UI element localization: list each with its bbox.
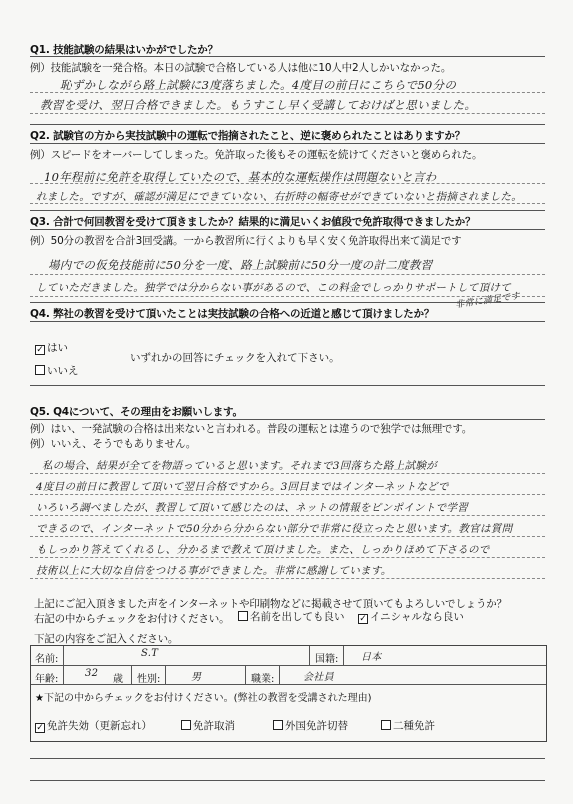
q5-answer-line-3: いろいろ調べましたが、教習して頂いて感じたのは、ネットの情報をピンポイントで学習 <box>36 502 468 514</box>
age-label: 年齢: <box>35 674 59 685</box>
q3-question: Q3. 合計で何回教習を受けて頂きましたか？結果的に満足いくお値段で免許取得できましたか？ <box>30 216 476 228</box>
job-label: 職業: <box>251 674 275 685</box>
ruled-line <box>30 183 545 184</box>
ruled-line <box>30 92 545 93</box>
divider <box>30 758 545 759</box>
divider <box>30 143 545 144</box>
q5-example-yes: 例）はい、一発試験の合格は出来ないと言われる。普段の運転とは違うので独学では無理です。 <box>30 423 473 435</box>
q1-answer-line-2: 教習を受け、翌日合格できました。もうすこし早く受講しておけばと思いました。 <box>40 98 477 112</box>
q2-example: 例）スピードをオーバーしてしまった。免許取った後もその運転を続けてくださいと褒められた。 <box>30 149 483 161</box>
name-label: 名前: <box>35 654 59 665</box>
row-border <box>31 684 546 685</box>
ruled-line <box>30 578 545 579</box>
q5-example-no: 例）いいえ、そうでもありません。 <box>30 438 197 450</box>
divider <box>30 385 545 386</box>
q4-option-yes-label: はい <box>47 342 68 354</box>
ruled-line <box>30 274 545 275</box>
cell-border <box>63 665 64 684</box>
q4-question: Q4. 弊社の教習を受けて頂いたことは実技試験の合格への近道と感じて頂けましたか？ <box>30 308 435 320</box>
ruled-line <box>30 557 545 558</box>
divider <box>30 321 545 322</box>
checkbox[interactable] <box>273 720 283 730</box>
checkbox[interactable] <box>35 365 45 375</box>
q3-answer-line-2: していただきました。独学では分からない事があるので、この料金でしっかりサポートして頂けて <box>36 282 511 294</box>
divider <box>30 124 545 125</box>
checkbox[interactable] <box>238 611 248 621</box>
divider <box>30 780 545 781</box>
q2-answer-line-1: 10年程前に免許を取得していたので、基本的な運転操作は問題ないと言わ <box>44 170 437 184</box>
cell-border <box>245 665 246 684</box>
info-table <box>30 645 547 742</box>
age-value[interactable]: 32 <box>85 668 99 679</box>
publish-question: 上記にご記入頂きました声をインターネットや印刷物などに掲載させて頂いてもよろしいでしょうか？ <box>34 598 507 610</box>
publish-option-initial-label: イニシャルなら良い <box>370 611 464 623</box>
cell-border <box>343 646 344 665</box>
cell-border <box>279 665 280 684</box>
q3-answer-note: 非常に満足です <box>454 291 521 311</box>
ruled-line <box>30 494 545 495</box>
divider <box>30 229 545 230</box>
q3-example: 例）50分の教習を合計3回受講。一から教習所に行くよりも早く安く免許取得出来て満足です <box>30 235 462 247</box>
q2-answer-line-2: れました。ですが、確認が満足にできていない、右折時の幅寄せができていないと指摘されました。 <box>36 191 522 203</box>
row-border <box>31 665 546 666</box>
country-label: 国籍: <box>315 654 339 665</box>
q4-option-yes[interactable] <box>35 340 68 355</box>
job-value[interactable]: 会社員 <box>303 672 334 683</box>
gender-label: 性別: <box>137 674 161 685</box>
reason-option-class2[interactable] <box>381 718 435 733</box>
divider <box>30 302 545 303</box>
q4-option-no-label: いいえ <box>47 365 79 377</box>
ruled-line <box>30 473 545 474</box>
checkbox-checked[interactable]: ✓ <box>36 723 44 733</box>
checkbox-checked[interactable]: ✓ <box>36 345 44 355</box>
checkbox[interactable] <box>381 720 391 730</box>
q2-question: Q2. 試験官の方から実技試験中の運転で指摘されたこと、逆に褒められたことはありますか？ <box>30 130 466 142</box>
q3-answer-line-1: 場内での仮免技能前に50分を一度、路上試験前に50分一度の計二度教習 <box>48 258 433 272</box>
q5-question: Q5. Q4について、その理由をお願いします。 <box>30 406 243 418</box>
q5-answer-line-6: 技術以上に大切な自信をつける事ができました。非常に感謝しています。 <box>36 565 392 577</box>
q5-answer-line-1: 私の場合、結果が全てを物語っていると思います。それまで3回落ちた路上試験が <box>42 460 437 472</box>
cell-border <box>165 665 166 684</box>
q5-answer-line-5: もしっかり答えてくれるし、分かるまで教えて頂けました。また、しっかりほめて下さるので <box>36 544 490 556</box>
q1-answer-line-1: 恥ずかしながら路上試験に3度落ちました。4度目の前日にこちらで50分の <box>60 78 457 92</box>
reason-heading: ★下記の中からチェックをお付けください。(弊社の教習を受講された理由) <box>35 693 372 704</box>
q4-instruction: いずれかの回答にチェックを入れて下さい。 <box>130 352 340 364</box>
q1-example: 例）技能試験を一発合格。本日の試験で合格している人は他に10人中2人しかいなかった。 <box>30 62 452 74</box>
divider <box>30 419 545 420</box>
form-heading: 下記の内容をご記入ください。 <box>34 633 179 645</box>
reason-option-foreign[interactable] <box>273 718 348 733</box>
publish-option-name[interactable] <box>238 609 345 624</box>
country-value[interactable]: 日本 <box>361 652 382 663</box>
q1-question: Q1. 技能試験の結果はいかがでしたか？ <box>30 44 218 56</box>
q5-answer-line-2: 4度目の前日に教習して頂いて翌日合格ですから。3回目まではインターネットなどで <box>36 481 449 493</box>
ruled-line <box>30 113 545 114</box>
divider <box>30 210 545 211</box>
checkbox-checked[interactable]: ✓ <box>359 614 367 624</box>
reason-option-expired-label: 免許失効（更新忘れ） <box>47 720 152 732</box>
ruled-line <box>30 296 545 297</box>
q5-answer-line-4: できるので、インターネットで50分から分からない部分で非常に役立ったと思います。教官は質問 <box>36 523 513 535</box>
publish-instruction: 右記の中からチェックをお付けください。 <box>34 613 230 625</box>
reason-option-expired[interactable] <box>35 718 152 733</box>
ruled-line <box>30 536 545 537</box>
cell-border <box>309 646 310 665</box>
gender-value[interactable]: 男 <box>191 672 202 683</box>
ruled-line <box>30 203 545 204</box>
checkbox[interactable] <box>181 720 191 730</box>
publish-option-name-label: 名前を出しても良い <box>250 611 345 623</box>
cell-border <box>131 665 132 684</box>
reason-option-revoked-label: 免許取消 <box>193 720 235 732</box>
age-unit: 歳 <box>113 674 123 685</box>
ruled-line <box>30 515 545 516</box>
divider <box>30 56 545 57</box>
reason-option-foreign-label: 外国免許切替 <box>285 720 348 732</box>
reason-option-class2-label: 二種免許 <box>393 720 435 732</box>
name-value[interactable]: S.T <box>141 648 159 659</box>
q4-option-no[interactable] <box>35 363 79 378</box>
cell-border <box>63 646 64 665</box>
reason-option-revoked[interactable] <box>181 718 235 733</box>
publish-option-initial[interactable] <box>358 609 464 624</box>
